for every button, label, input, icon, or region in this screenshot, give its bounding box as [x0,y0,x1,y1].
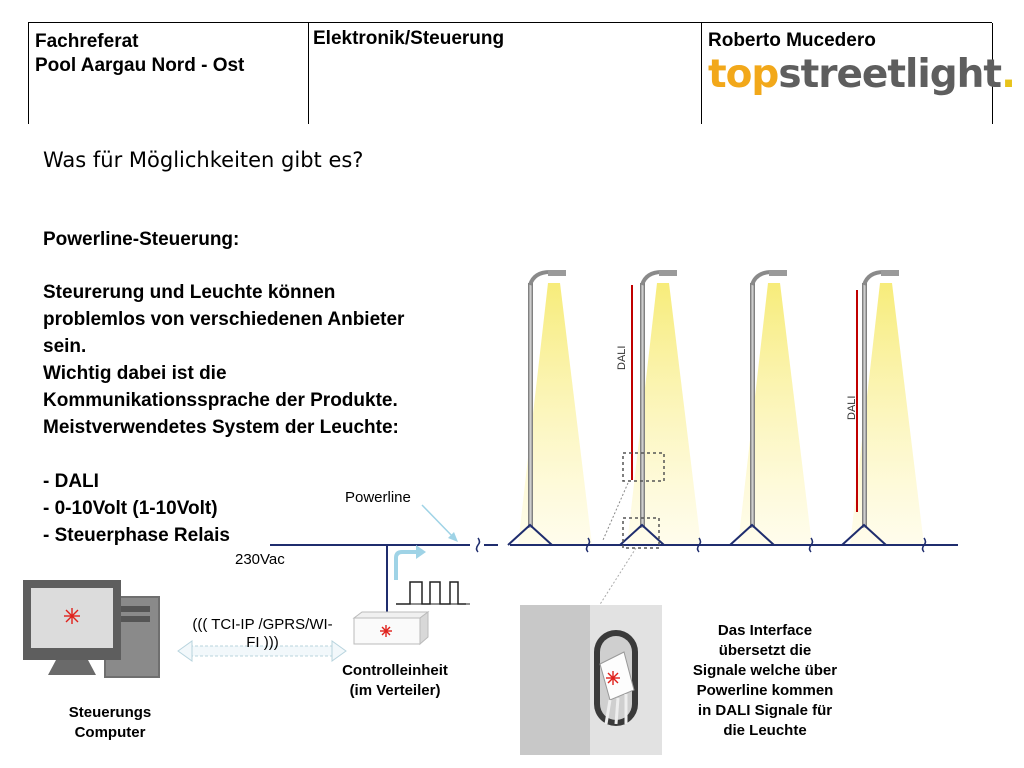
controller-label-line1: Controlleinheit [342,662,448,679]
interface-description-line: Signale welche über [692,662,838,679]
lamp-head [769,270,787,276]
light-beam [738,283,812,545]
header-topic: Elektronik/Steuerung [313,28,505,49]
status-marker-icon [606,671,620,685]
bullet-item: - DALI [43,471,99,492]
interface-description-line: übersetzt die [718,642,812,659]
computer-label-line1: Steuerungs [68,704,152,721]
lamp-head [548,270,566,276]
street-light-3 [738,270,812,545]
link-label-line1: ((( TCI-IP /GPRS/WI- [192,616,333,633]
light-beam [627,283,701,545]
paragraph-line: Meistverwendetes System der Leuchte: [43,417,399,438]
logo-dot: . [1001,52,1015,97]
signal-arrow [396,552,418,580]
paragraph-line: sein. [43,336,87,357]
page-title: Was für Möglichkeiten gibt es? [43,148,364,172]
interface-description-line: in DALI Signale für [697,702,833,719]
light-beam [850,283,924,545]
controller-label-line2: (im Verteiler) [349,682,441,699]
monitor-stand [48,660,96,675]
bullet-item: - 0-10Volt (1-10Volt) [43,498,218,519]
paragraph-line: Kommunikationssprache der Produkte. [43,390,398,411]
light-pole [750,283,755,528]
street-light-2 [627,270,701,545]
interface-closeup-photo [520,605,662,755]
interface-description-line: die Leuchte [723,722,807,739]
computer-icon [23,580,160,678]
voltage-label: 230Vac [235,551,285,568]
light-pole [640,283,645,528]
powerline-label: Powerline [345,489,411,506]
header-department-line2: Pool Aargau Nord - Ost [35,55,245,76]
logo-part-streetlight: streetlight [778,52,1002,97]
link-label-line2: FI ))) [246,634,279,651]
logo-part-top: top [708,52,779,97]
dali-label: DALI [846,395,858,420]
dali-label: DALI [616,345,628,370]
controller-unit [354,612,428,644]
street-light-4 [850,270,924,545]
computer-label-line2: Computer [74,724,146,741]
section-heading: Powerline-Steuerung: [43,229,240,250]
status-marker-icon [64,608,80,624]
signal-arrow-head [416,545,426,559]
interface-description-line: Das Interface [717,622,813,639]
light-pole [528,283,533,528]
street-light-1 [518,270,592,545]
pulse-waveform [396,582,466,604]
paragraph-line: Wichtig dabei ist die [43,363,227,384]
interface-description-line: Powerline kommen [696,682,834,699]
paragraph-line: problemlos von verschiedenen Anbieter [43,309,405,330]
bullet-item: - Steuerphase Relais [43,525,230,546]
powerline-pointer-arrow [422,505,455,539]
header-department-line1: Fachreferat [35,31,139,52]
zoom-line [603,483,628,540]
paragraph-line: Steurerung und Leuchte können [43,282,336,303]
light-pole [862,283,867,528]
lamp-head [659,270,677,276]
header-author-name: Roberto Mucedero [708,30,876,51]
lamp-head [881,270,899,276]
